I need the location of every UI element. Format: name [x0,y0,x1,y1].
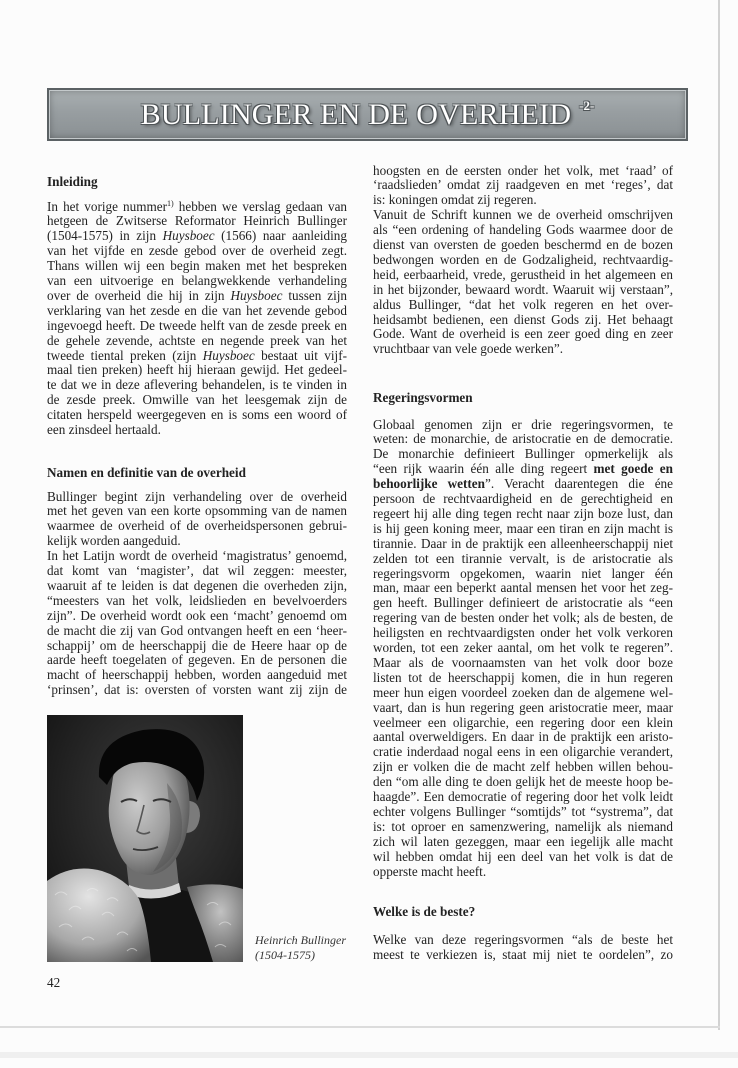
line-text: vaart, dan is hun regering geen aristocratie meer, maar [373,699,673,715]
text-line [373,671,673,686]
line-text: heiligsten en rechtvaardigsten onder het volk verkoren [373,625,673,641]
line-text: van een uitvoerige en belangwekkende verhandeling [47,273,347,288]
text-line [47,363,347,378]
text-line [47,534,347,549]
text-line [47,334,347,349]
line-text: weten: de monarchie, de aristocratie en de democratie. [373,431,673,447]
text-line [373,716,673,731]
text-line [373,342,673,357]
text-line [373,253,673,268]
text-line [47,423,347,438]
line-text: listen tot de heerschappij komen, die in hun regeren [373,669,673,685]
line-text: wil hebben omdat hij een deel van het volk is dat de [373,848,673,864]
line-text: regering van de besten onder het volk; als de besten, de [373,610,673,626]
portrait-caption [255,933,346,963]
text-line [373,447,673,462]
line-text: “meesters van het volk, leidslieden en bevelvoerders [47,592,347,608]
line-text: zijn er volken die de macht zelf hebben willen behou- [373,759,673,775]
text-line [47,349,347,364]
line-text: man, maar een beperkt aantal mensen het voor het zeg- [373,580,673,596]
line-text: Welke van deze regeringsvormen “als de beste het [373,932,673,947]
text-line [47,393,347,408]
text-line [47,609,347,624]
text-line [373,313,673,328]
text-line [373,492,673,507]
line-text: meer hun eigen voordeel zoeken dan de algemene wel- [373,684,673,700]
text-line [373,477,673,492]
text-line [47,408,347,423]
text-line [373,327,673,342]
text-line [373,626,673,641]
text-line [373,865,673,880]
text-line [373,820,673,835]
text-line [373,268,673,283]
line-text: behoorlijke wetten”. Veracht daarentegen die éne [373,476,673,492]
text-line [47,594,347,609]
text-line [373,283,673,298]
line-text: zich wil laten gezeggen, maar een iegelijk alle macht [373,833,673,849]
line-text: meest te verkiezen is, staat mij niet te oordelen”, zo [373,946,673,962]
line-text: den “om alle ding te doen gelijk het de meeste hoop be- [373,774,673,790]
line-text: De monarchie definieert Bullinger opmerkelijk als [373,446,673,462]
line-text: in het bijzonder, bewaard wordt. Waaruit wij verstaan”, [373,281,673,297]
line-text: regeert hij alle ding tegen recht naar zijn boze lust, dan [373,505,673,521]
text-line [47,490,347,505]
text-line [373,208,673,223]
text-line [373,537,673,552]
right-column [373,0,673,1000]
section-heading: Inleiding [47,173,98,189]
line-text: de gehele zevende, achtste en negende preek van het [47,332,347,348]
line-text: Thans willen wij een begin maken met het bespreken [47,258,347,274]
line-text: ‘raadslieden’ omdat zij raadgeven en met ‘reges’, dat [373,177,673,193]
text-line [47,229,347,244]
italic-text: Huysboec [202,347,255,363]
line-text: kelijk worden aangeduid. [47,533,181,549]
line-text: opperste macht heeft. [373,863,487,879]
text-line [373,790,673,805]
line-text: tweede tiental preken (zijn Huysboec bestaat uit vijf- [47,347,347,363]
text-line [373,507,673,522]
line-text: hetgeen de Zwitserse Reformator Heinrich Bullinger [47,213,347,229]
line-text: heid, eerbaarheid, vrede, gerustheid in het algemeen en [373,266,673,282]
text-line [373,641,673,656]
section-heading: Welke is de beste? [373,903,476,919]
bold-text: met goede en [593,461,673,477]
line-text: schappij’ om de heerschappij die de Heere haar op de [47,637,347,653]
line-text: waarmee de overheid of de overheidspersonen gebrui- [47,518,347,534]
text-line [373,567,673,582]
line-text: ‘prinsen’, dat is: oversten of vorsten want zij zijn de [47,682,347,698]
line-text: macht of heerschappij hebben, worden aangeduid met [47,667,347,683]
text-line [47,504,347,519]
line-text: aantal overweldigers. En daar in de praktijk een aristo- [373,729,673,745]
line-text: over de overheid die hij in zijn Huysboec tussen zijn [47,287,347,303]
line-text: een zinsdeel hertaald. [47,422,161,437]
text-line [47,289,347,304]
text-line [373,223,673,238]
line-text: ingevoegd heeft. De tweede helft van de zesde preek en [47,317,347,333]
line-text: cratie inderdaad nogal eens in een oligarchie verandert, [373,744,673,760]
text-line [373,686,673,701]
line-text: “een rijk waarin één alle ding regeert met goede en [373,461,673,477]
line-text: is: tot oproer en samenzwering, namelijk als niemand [373,818,673,834]
line-text: Globaal genomen zijn er drie regeringsvormen, te [373,416,673,432]
section-heading: Namen en definitie van de overheid [47,464,246,480]
text-line [47,549,347,564]
text-line [47,200,347,215]
line-text: dat komt van ‘magister’, dat wil zeggen: meester, [47,563,347,578]
line-text: (1504-1575) in zijn Huysboec (1566) naar aanleiding [47,228,347,244]
text-line [373,178,673,193]
text-line [373,462,673,477]
text-line [373,611,673,626]
line-text: verklaring van het zesde en die van het zevende gebod [47,302,347,318]
text-line [373,933,673,948]
text-line [47,519,347,534]
text-line [47,304,347,319]
line-text: worden, tot een zeker aantal, om het volk te regeren”. [373,640,673,655]
line-text: Vanuit de Schrift kunnen we de overheid omschrijven [373,207,673,223]
line-text: veelmeer een oligarchie, een regering door een klein [373,714,673,730]
line-text: Bullinger begint zijn verhandeling over de overheid [47,488,347,504]
scan-bottom-band [0,1052,738,1058]
line-text: aarde heeft toegelaten of gegeven. En de personen die [47,652,347,668]
text-line [47,259,347,274]
line-text: is hij geen koning meer, maar een tiran en zijn macht is [373,520,673,536]
line-text: haagde”. Een democratie of regering door het volk leidt [373,789,673,804]
portrait-figure [47,715,243,962]
italic-text: Huysboec [230,287,283,303]
text-line [373,596,673,611]
text-line [373,164,673,179]
text-line [47,668,347,683]
line-text: van het vijfde en zesde gebod over de overheid zegt. [47,243,347,259]
line-text: als “een ordening of handeling Gods waarmee door de [373,222,673,238]
line-text: echter volgens Bullinger “somtijds” tot “systrema”, dat [373,803,673,819]
article-title: BULLINGER EN DE OVERHEID [140,97,572,131]
footnote-marker: 1) [167,198,174,208]
text-line [373,522,673,537]
line-text: met het geven van een korte opsomming van de namen [47,503,347,519]
italic-text: Huysboec [162,228,215,244]
text-line [373,805,673,820]
line-text: maal tien preken) heeft hij hieraan gewijd. Het gedeel- [47,362,347,378]
line-text: te dat we in deze aflevering behandelen, is te vinden in [47,377,347,393]
line-text: persoon de rechtvaardigheid en de gerechtigheid en [373,491,673,506]
text-line [373,298,673,313]
line-text: Gode. Want de overheid is een zeer goed ding en zeer [373,326,673,342]
line-text: tirannie. Daar in de praktijk een alleenheerschappij niet [373,535,673,551]
bold-text: behoorlijke wetten [373,476,485,492]
text-line [373,418,673,433]
line-text: waaruit af te leiden is dat degenen die overheden zijn, [47,577,347,593]
line-text: de zesde preek. Omwille van het leesgemak zijn de [47,392,347,408]
line-text: heidsambt bedienen, een dienst Gods zij. Het behaagt [373,311,673,327]
page-number: 42 [47,975,61,990]
text-line [373,581,673,596]
caption-years: (1504-1575) [255,948,315,962]
text-line [373,238,673,253]
text-line [47,579,347,594]
line-text: In het vorige nummer$^{1)}$ hebben we verslag gedaan van [47,198,348,214]
page-edge-line [718,0,720,1030]
text-line [47,624,347,639]
text-line [47,653,347,668]
line-text: Maar als de voornaamsten van het volk door boze [373,654,673,670]
text-line [47,244,347,259]
text-line [373,745,673,760]
line-text: citaten herspeld weergegeven en is soms een woord of [47,407,347,423]
caption-name: Heinrich Bullinger [255,933,346,947]
line-text: zelden tot een tirannie vervalt, is de aristocratie als [373,550,673,566]
line-text: aldus Bullinger, “dat het volk regeren en het over- [373,296,673,312]
line-text: dienst van oversten de goeden beschermd en de bozen [373,237,673,252]
section-heading: Regeringsvormen [373,389,473,405]
text-line [373,775,673,790]
line-text: hoogsten en de eersten onder het volk, met ‘raad’ of [373,162,673,178]
line-text: is: koningen omdat zij regeren. [373,192,537,208]
text-line [47,378,347,393]
text-line [373,701,673,716]
text-line [373,835,673,850]
portrait-image [47,715,243,962]
text-line [47,639,347,654]
text-line [373,432,673,447]
line-text: vruchtbaar van vele goede werken”. [373,341,564,357]
line-text: regeringsvorm opgekomen, waarin niet langer één [373,565,673,581]
text-line [47,564,347,579]
page-bottom-edge [0,1026,720,1028]
line-text: In het Latijn wordt de overheid ‘magistratus’ genoemd, [47,548,347,564]
text-line [373,193,673,208]
text-line [373,948,673,963]
line-text: de macht die zij van God ontvangen heeft en een ‘heer- [47,622,347,638]
line-text: gen heeft. Bullinger definieert de aristocratie als “een [373,595,673,611]
text-line [373,760,673,775]
line-text: bedwongen worden en de Godzaligheid, rechtvaardig- [373,251,673,267]
text-line [47,319,347,334]
text-line [373,730,673,745]
article-part-number: -2- [579,97,595,113]
text-line [373,850,673,865]
text-line [47,683,347,698]
text-line [47,214,347,229]
line-text: zijn”. De overheid wordt ook een ‘macht’ genoemd om [47,607,347,623]
text-line [373,656,673,671]
text-line [47,274,347,289]
text-line [373,552,673,567]
